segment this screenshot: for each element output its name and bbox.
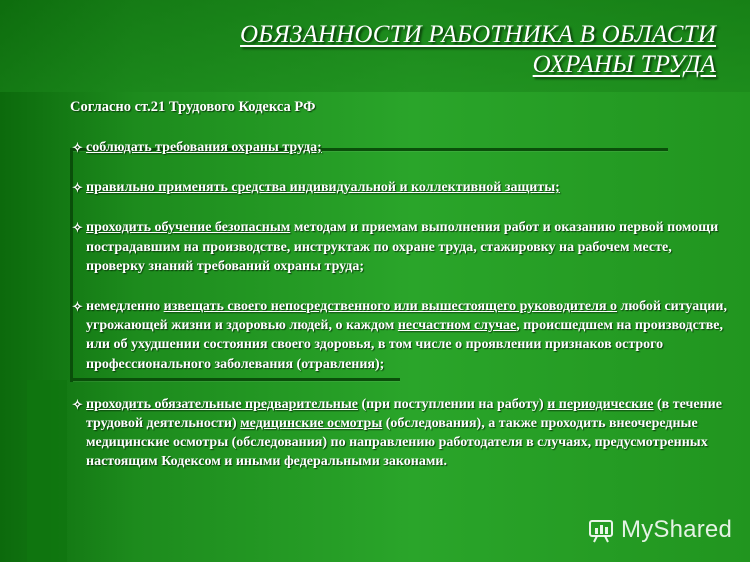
item-text: правильно применять средства индивидуальной и коллективной защиты; xyxy=(86,180,560,196)
subtitle: Согласно ст.21 Трудового Кодекса РФ xyxy=(70,99,316,115)
item-text: (в течение трудовой деятельности) xyxy=(86,396,722,432)
item-text-underlined: извещать своего непосредственного или вышестоящего руководителя о xyxy=(163,299,618,315)
myshared-logo-icon xyxy=(587,516,615,544)
watermark-text: MyShared xyxy=(621,516,732,543)
item-text-underlined: и периодические xyxy=(547,396,654,412)
item-text: (обследования), а также проходить внеочередные медицинские осмотры (обследования) по направлению работодателя в случаях, предусмотренных настоящим Кодексом и иными федеральными законами. xyxy=(86,416,708,470)
item-text-underlined: проходить обязательные предварительные xyxy=(86,396,358,412)
item-text: немедленно xyxy=(86,299,164,315)
decor-block-left xyxy=(27,380,67,562)
slide-title xyxy=(156,20,716,80)
list-item xyxy=(70,138,730,157)
list-item xyxy=(70,395,730,472)
list-item xyxy=(70,218,730,276)
diamond-bullet-icon: ✧ xyxy=(72,140,83,155)
item-text: методам и приемам выполнения работ и оказанию первой помощи пострадавшим на производстве, инструктаж по охране труда, стажировку на рабочем месте, проверку знаний требований охраны труда; xyxy=(86,220,719,274)
watermark xyxy=(587,516,732,544)
item-text-underlined: несчастном случае xyxy=(397,318,517,334)
list-item xyxy=(70,297,730,374)
item-text-underlined: проходить обучение безопасным xyxy=(86,220,291,236)
title-line-1: ОБЯЗАННОСТИ РАБОТНИКА В ОБЛАСТИ xyxy=(240,21,716,48)
diamond-bullet-icon: ✧ xyxy=(72,299,83,315)
item-text: , происшедшем на производстве, или об ухудшении состояния своего здоровья, в том числе о проявлении признаков острого профессионального заболевания (отравления); xyxy=(86,318,723,372)
list-item xyxy=(70,178,730,197)
item-text: любой ситуации, угрожающей жизни и здоровью людей, о каждом xyxy=(86,299,727,334)
title-line-2: ОХРАНЫ ТРУДА xyxy=(532,51,716,78)
item-text: (при поступлении на работу) xyxy=(357,396,548,412)
item-text: соблюдать требования охраны труда; xyxy=(86,140,322,155)
diamond-bullet-icon: ✧ xyxy=(72,220,83,236)
duties-list xyxy=(70,138,730,472)
diamond-bullet-icon: ✧ xyxy=(72,180,83,196)
diamond-bullet-icon: ✧ xyxy=(72,396,83,412)
item-text-underlined: медицинские осмотры xyxy=(240,416,383,432)
